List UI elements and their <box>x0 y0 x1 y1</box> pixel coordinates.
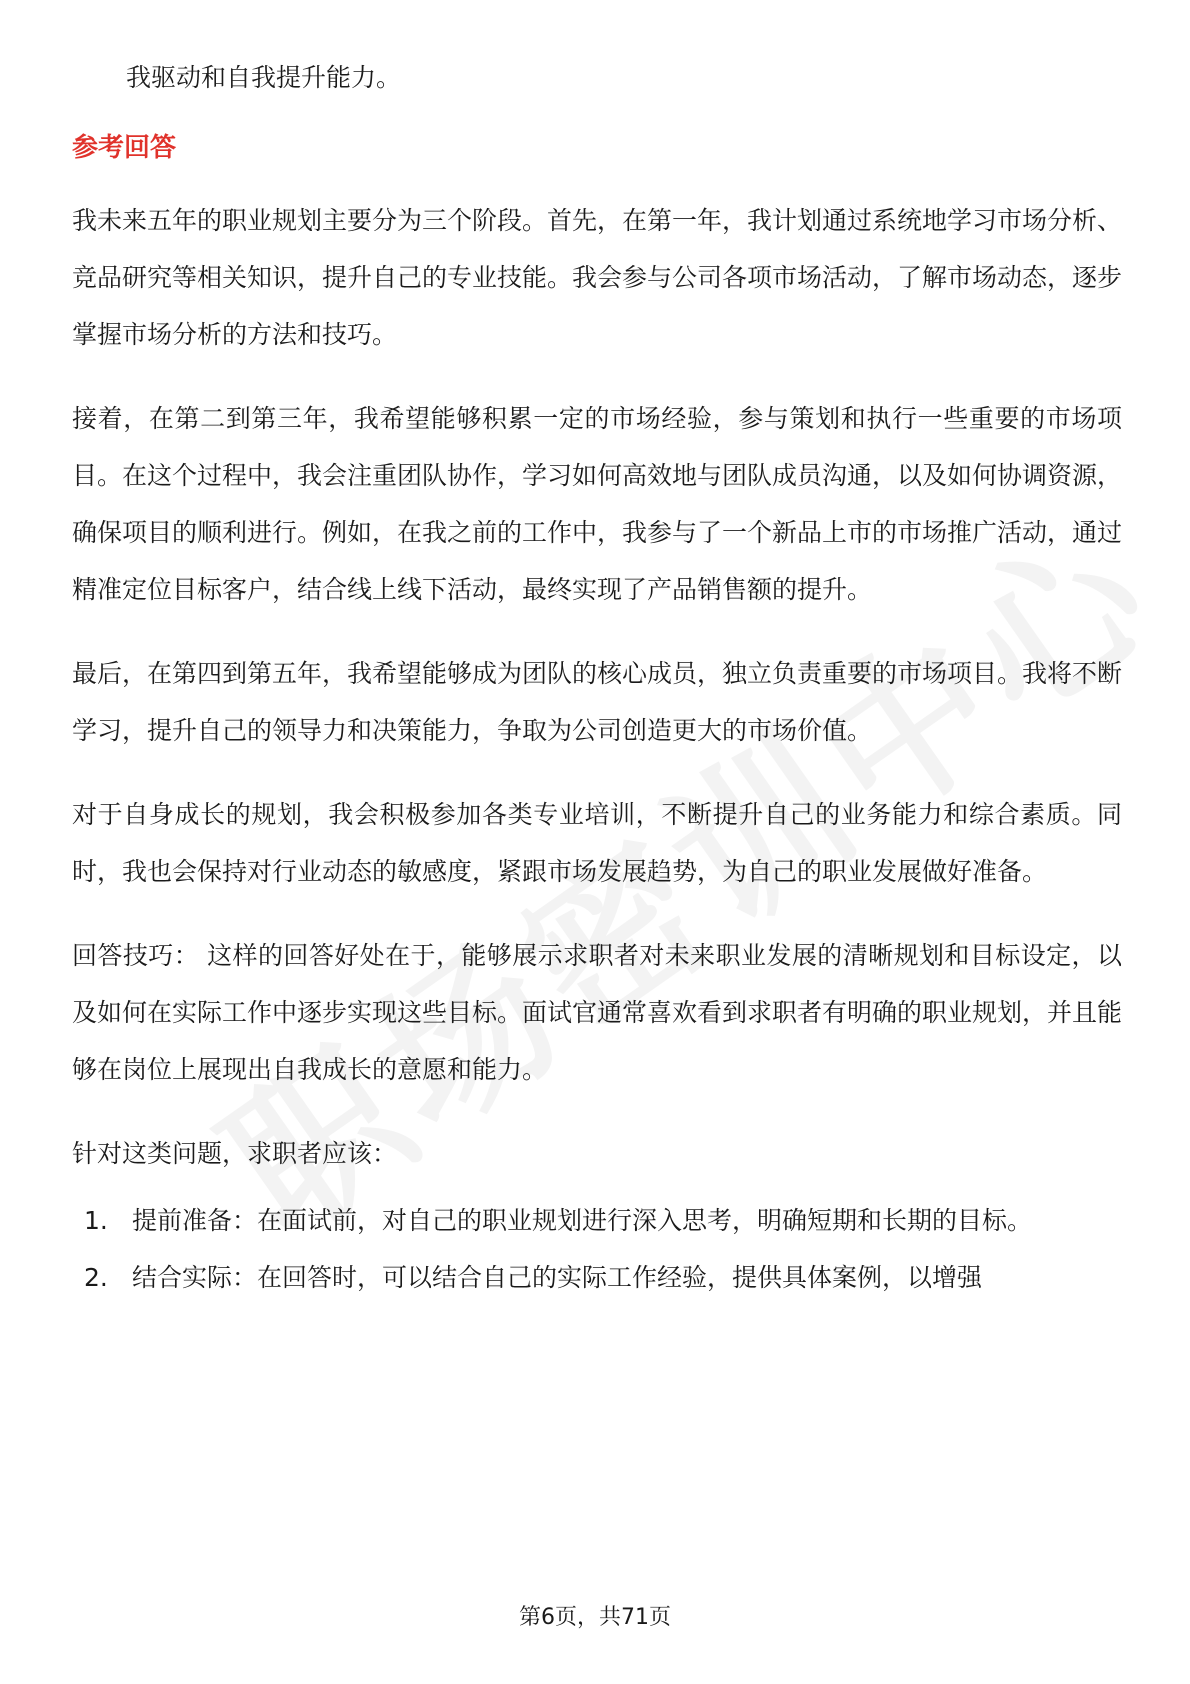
tips-paragraph <box>72 927 1122 1098</box>
paragraph-3: 最后，在第四到第五年，我希望能够成为团队的核心成员，独立负责重要的市场项目。我将不断学习，提升自己的领导力和决策能力，争取为公司创造更大的市场价值。 <box>72 659 1123 745</box>
list-item-number: 2. <box>84 1263 108 1292</box>
list-item-number: 1. <box>84 1206 108 1235</box>
list-item <box>72 1249 1122 1306</box>
advice-list <box>72 1192 1122 1306</box>
tips-label: 回答技巧： <box>72 941 200 970</box>
list-item <box>72 1192 1122 1249</box>
paragraph-4: 对于自身成长的规划，我会积极参加各类专业培训，不断提升自己的业务能力和综合素质。同时，我也会保持对行业动态的敏感度，紧跟市场发展趋势，为自己的职业发展做好准备。 <box>72 800 1122 886</box>
list-item-text: 结合实际：在回答时，可以结合自己的实际工作经验，提供具体案例，以增强 <box>132 1263 983 1292</box>
page-content <box>72 58 1122 1306</box>
page-number-footer: 第6页，共71页 <box>519 1605 671 1630</box>
paragraph-1: 我未来五年的职业规划主要分为三个阶段。首先，在第一年，我计划通过系统地学习市场分析、竞品研究等相关知识，提升自己的专业技能。我会参与公司各项市场活动，了解市场动态，逐步掌握市场分析的方法和技巧。 <box>72 206 1123 349</box>
tips-text: 这样的回答好处在于，能够展示求职者对未来职业发展的清晰规划和目标设定，以及如何在实际工作中逐步实现这些目标。面试官通常喜欢看到求职者有明确的职业规划，并且能够在岗位上展现出自我成长的意愿和能力。 <box>72 941 1123 1084</box>
paragraph-2: 接着，在第二到第三年，我希望能够积累一定的市场经验，参与策划和执行一些重要的市场项目。在这个过程中，我会注重团队协作，学习如何高效地与团队成员沟通，以及如何协调资源，确保项目的顺利进行。例如，在我之前的工作中，我参与了一个新品上市的市场推广活动，通过精准定位目标客户，结合线上线下活动，最终实现了产品销售额的提升。 <box>72 404 1123 604</box>
section-heading: 参考回答 <box>72 133 177 163</box>
list-item-text: 提前准备：在面试前，对自己的职业规划进行深入思考，明确短期和长期的目标。 <box>132 1206 1033 1235</box>
advice-intro: 针对这类问题，求职者应该： <box>72 1139 398 1168</box>
continued-text: 我驱动和自我提升能力。 <box>126 63 402 92</box>
